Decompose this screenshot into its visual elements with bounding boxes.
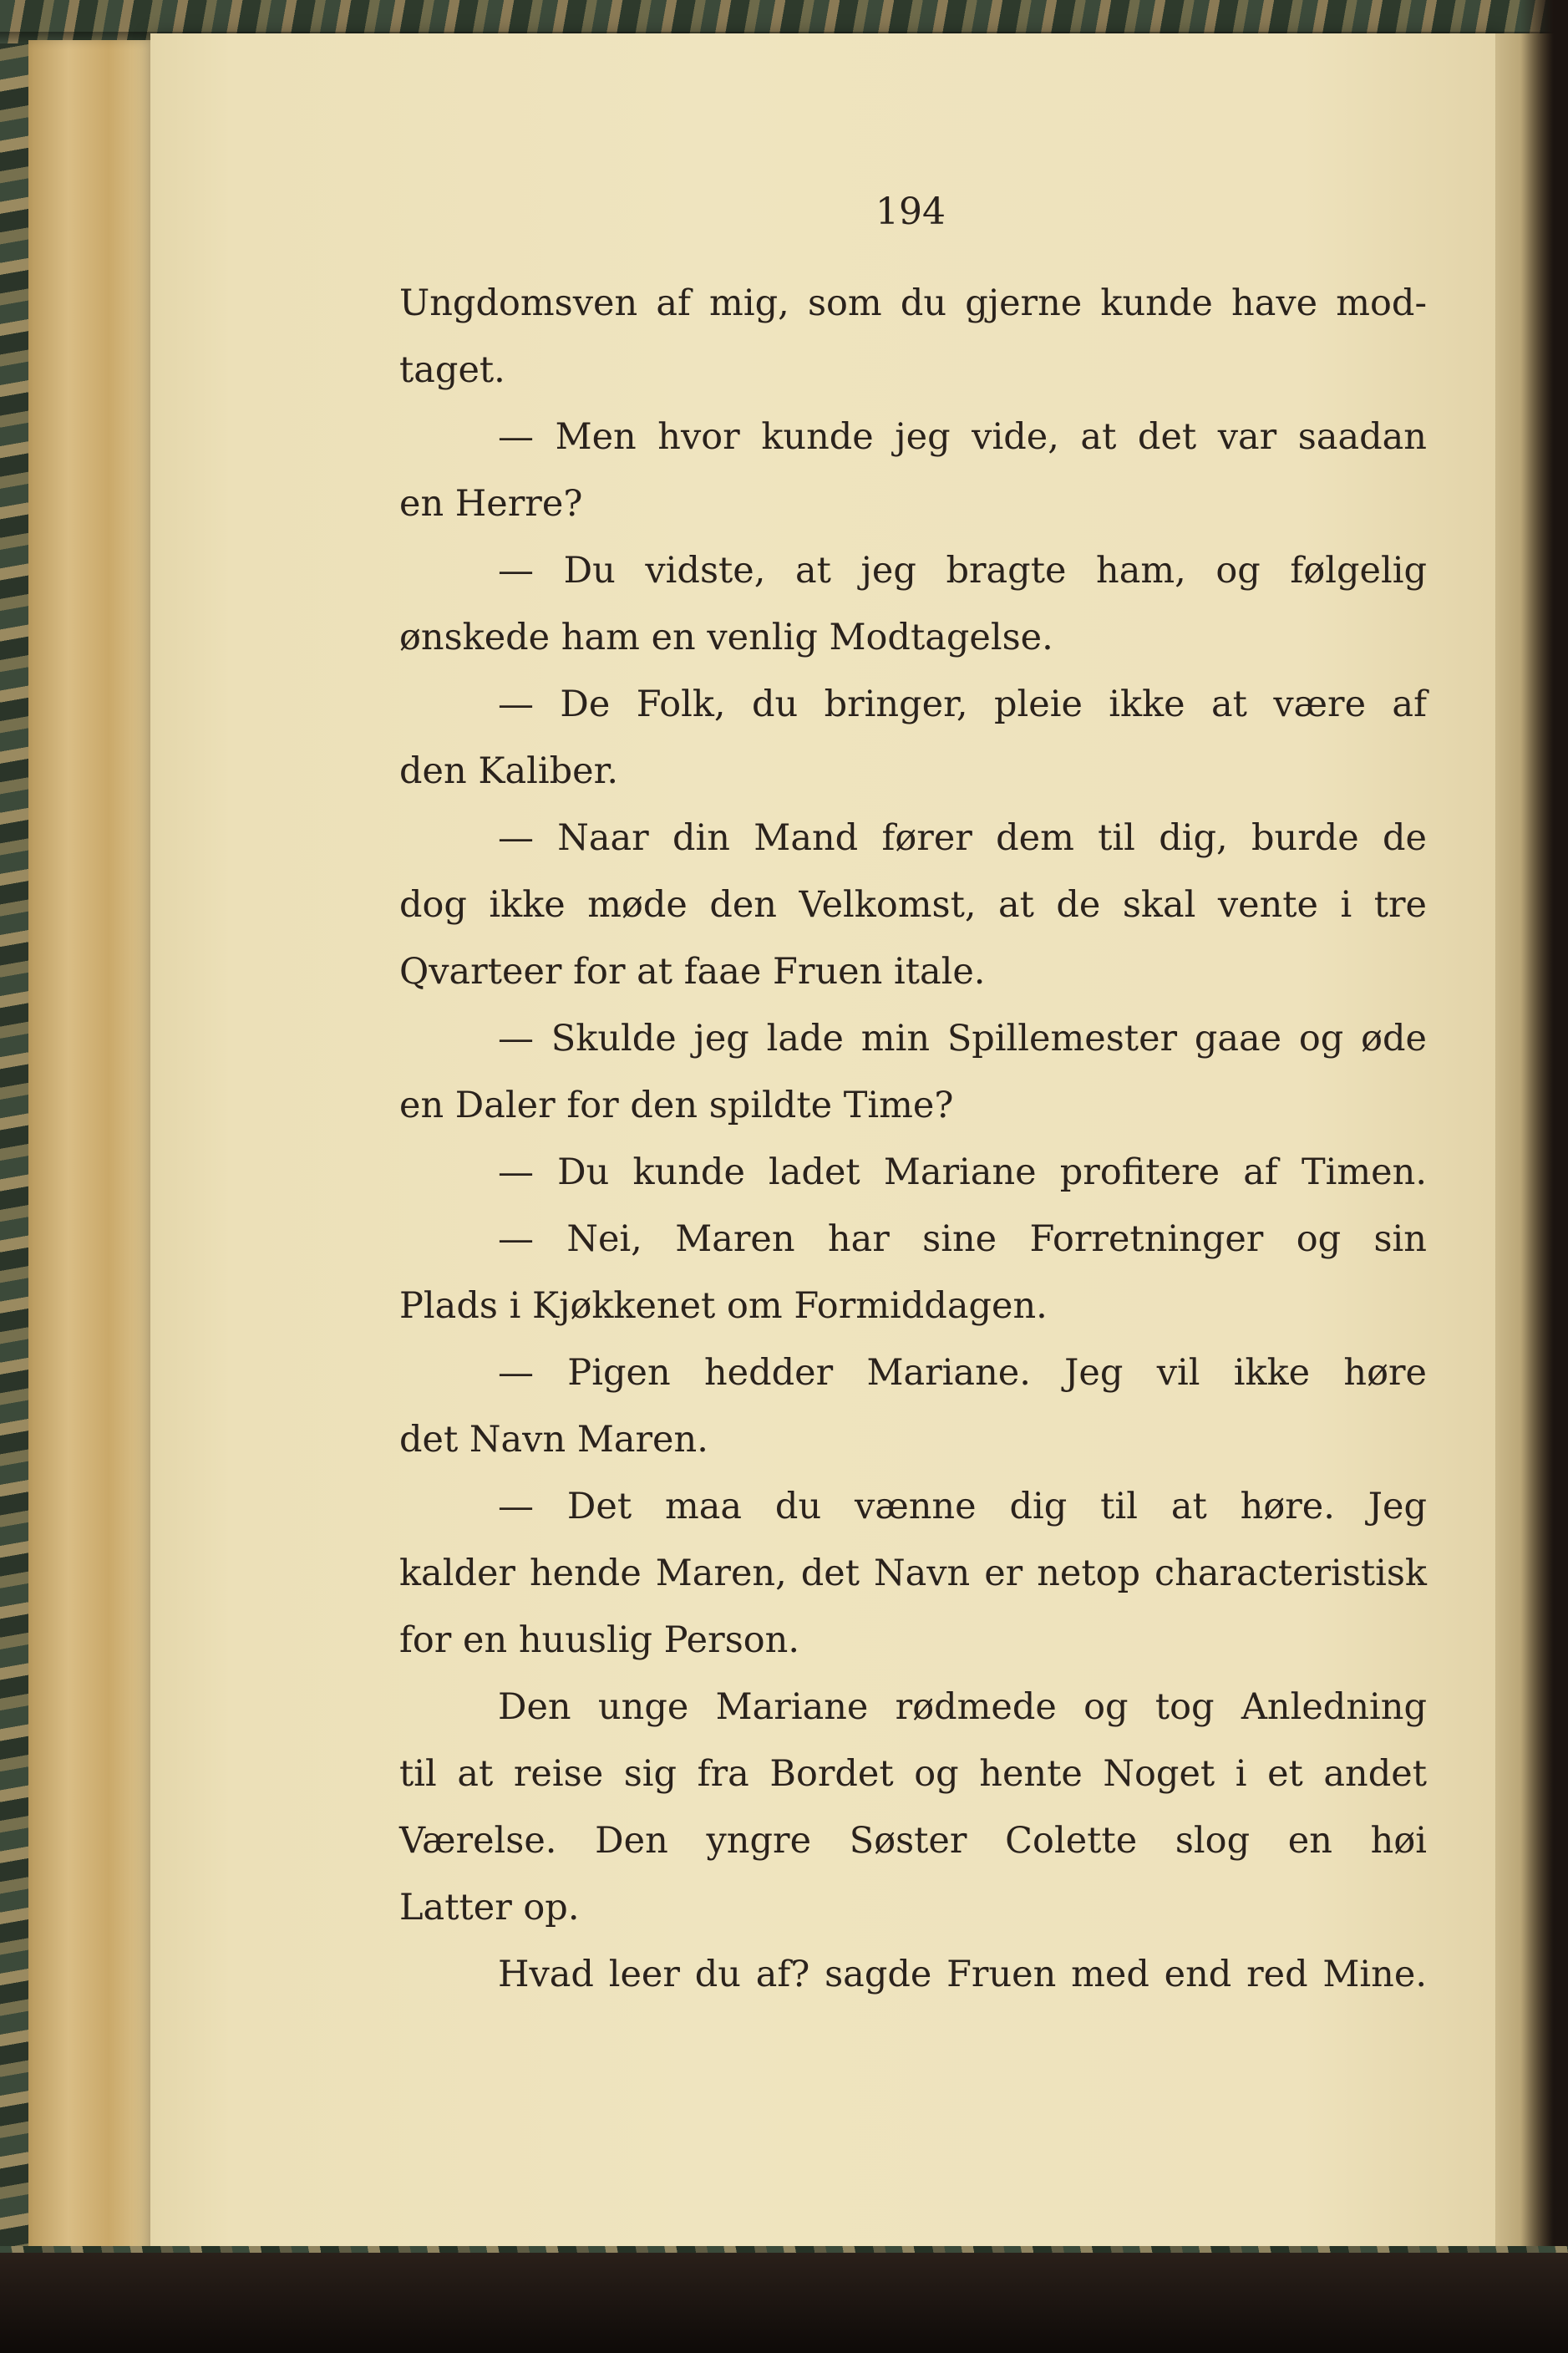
text-line: Plads i Kjøkkenet om Formiddagen.	[399, 1285, 1048, 1327]
text-line: — Det maa du vænne dig til at høre. Jeg	[498, 1486, 1427, 1527]
text-line: dog ikke møde den Velkomst, at de skal vente i tre	[399, 884, 1427, 926]
text-line: — Du kunde ladet Mariane profitere af Timen.	[498, 1151, 1427, 1193]
text-line: en Herre?	[399, 483, 583, 525]
text-line: — Pigen hedder Mariane. Jeg vil ikke høre	[498, 1352, 1427, 1394]
book-cover-bottom	[0, 2253, 1568, 2353]
text-line: Hvad leer du af? sagde Fruen med end red Mine.	[498, 1954, 1427, 1995]
text-line: — Nei, Maren har sine Forretninger og sin	[498, 1218, 1427, 1260]
text-line: — Skulde jeg lade min Spillemester gaae og øde	[498, 1018, 1427, 1060]
text-line: en Daler for den spildte Time?	[399, 1085, 954, 1126]
text-line: til at reise sig fra Bordet og hente Noget i et andet	[399, 1753, 1427, 1795]
marbled-edge-left	[0, 0, 28, 2353]
text-line: — De Folk, du bringer, pleie ikke at være af	[498, 684, 1427, 725]
text-line: Ungdomsven af mig, som du gjerne kunde have mod-	[399, 282, 1427, 324]
text-line: Værelse. Den yngre Søster Colette slog en høi	[399, 1820, 1427, 1862]
page-number: 194	[875, 191, 946, 233]
text-line: — Men hvor kunde jeg vide, at det var saadan	[498, 416, 1427, 458]
text-line: den Kaliber.	[399, 750, 619, 792]
text-line: Qvarteer for at faae Fruen itale.	[399, 951, 986, 993]
page-block-edge	[28, 40, 162, 2279]
text-line: kalder hende Maren, det Navn er netop characteristisk	[399, 1553, 1427, 1594]
text-line: Latter op.	[399, 1887, 580, 1929]
text-line: det Navn Maren.	[399, 1419, 708, 1461]
text-line: ønskede ham en venlig Modtagelse.	[399, 617, 1053, 658]
text-line: — Naar din Mand fører dem til dig, burde de	[498, 817, 1427, 859]
text-line: Den unge Mariane rødmede og tog Anledning	[498, 1686, 1427, 1728]
text-line: taget.	[399, 349, 505, 391]
text-line: — Du vidste, at jeg bragte ham, og følgelig	[498, 550, 1427, 592]
binding-shadow	[1520, 0, 1568, 2353]
page-body-text	[399, 282, 1427, 2020]
text-line: for en huuslig Person.	[399, 1619, 800, 1661]
